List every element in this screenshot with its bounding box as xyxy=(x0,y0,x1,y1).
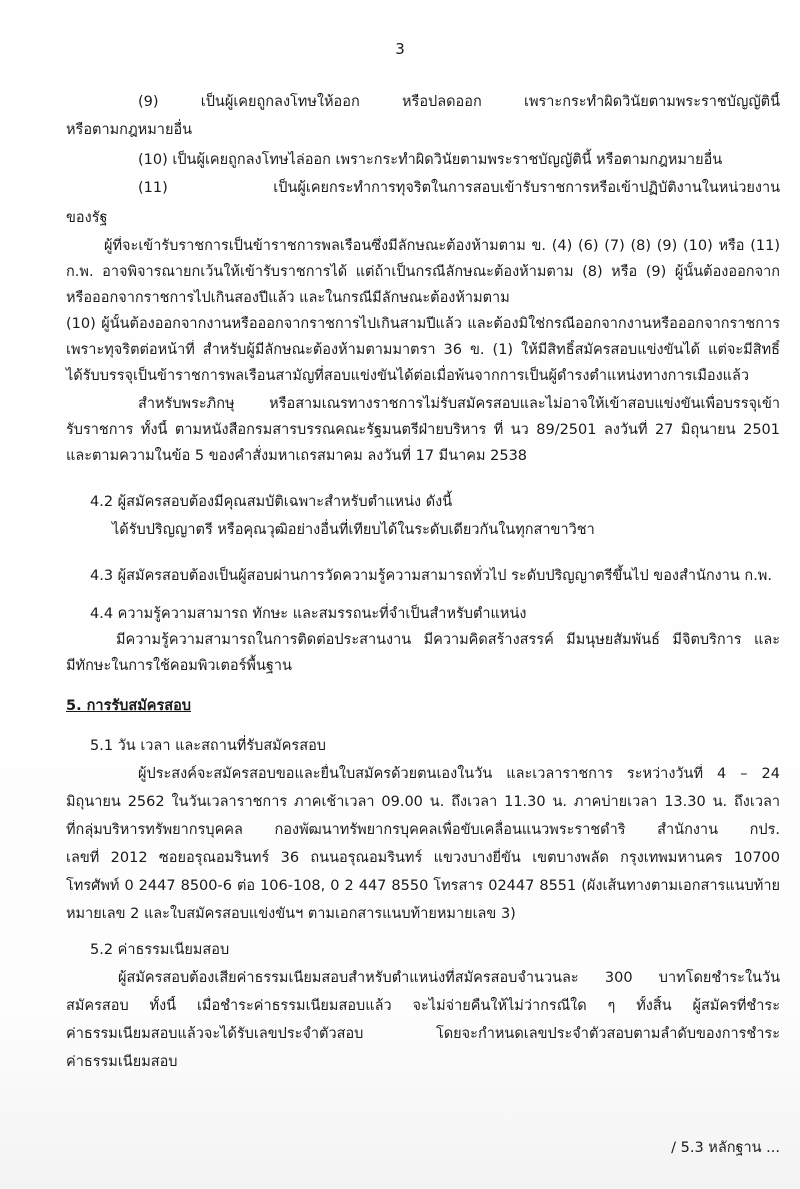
section-4-2: 4.2 ผู้สมัครสอบต้องมีคุณสมบัติเฉพาะสำหรับตำแหน่ง ดังนี้ xyxy=(90,494,453,510)
para-11-line2: ของรัฐ xyxy=(66,210,108,226)
section-4-4-detail1: มีความรู้ความสามารถในการติดต่อประสานงาน มีความคิดสร้างสรรค์ มีมนุษยสัมพันธ์ มีจิตบริการ และ xyxy=(116,632,780,648)
exemption-line4: (10) ผู้นั้นต้องออกจากงานหรือออกจากราชการไปเกินสามปีแล้ว และต้องมิใช่กรณีออกจากงานหรือออกจากราชการ xyxy=(66,316,780,332)
exemption-line1: ผู้ที่จะเข้ารับราชการเป็นข้าราชการพลเรือนซึ่งมีลักษณะต้องห้ามตาม ข. (4) (6) (7) (8) (9) (10) หรือ (11) xyxy=(104,238,780,254)
section-5-1-line3: ที่กลุ่มบริหารทรัพยากรบุคคล กองพัฒนาทรัพยากรบุคคลเพื่อขับเคลื่อนแนวพระราชดำริ สำนักงาน กปร. xyxy=(66,822,780,838)
exemption-line2: ก.พ. อาจพิจารณายกเว้นให้เข้ารับราชการได้ แต่ถ้าเป็นกรณีลักษณะต้องห้ามตาม (8) หรือ (9) ผู้นั้นต้องออกจาก xyxy=(66,264,780,280)
exemption-line5: เพราะทุจริตต่อหน้าที่ สำหรับผู้มีลักษณะต้องห้ามตามมาตรา 36 ข. (1) ให้มีสิทธิ์สมัครสอบแข่งขันได้ แต่จะมีสิทธิ์ xyxy=(66,342,780,358)
section-4-4: 4.4 ความรู้ความสามารถ ทักษะ และสมรรถนะที่จำเป็นสำหรับตำแหน่ง xyxy=(90,606,527,622)
monk-line1: สำหรับพระภิกษุ หรือสามเณรทางราชการไม่รับสมัครสอบและไม่อาจให้เข้าสอบแข่งขันเพื่อบรรจุเข้า xyxy=(138,396,780,412)
section-5-2-line1: ผู้สมัครสอบต้องเสียค่าธรรมเนียมสอบสำหรับตำแหน่งที่สมัครสอบจำนวนละ 300 บาทโดยชำระในวัน xyxy=(118,970,780,986)
monk-line2: รับราชการ ทั้งนี้ ตามหนังสือกรมสารบรรณคณะรัฐมนตรีฝ่ายบริหาร ที่ นว 89/2501 ลงวันที่ 27 มิถุนายน 2501 xyxy=(66,422,780,438)
section-4-4-detail2: มีทักษะในการใช้คอมพิวเตอร์พื้นฐาน xyxy=(66,658,292,674)
section-5-1-line4: เลขที่ 2012 ซอยอรุณอมรินทร์ 36 ถนนอรุณอมรินทร์ แขวงบางยี่ขัน เขตบางพลัด กรุงเทพมหานคร 10700 xyxy=(66,850,780,866)
section-5-1-line6: หมายเลข 2 และใบสมัครสอบแข่งขันฯ ตามเอกสารแนบท้ายหมายเลข 3) xyxy=(66,906,516,922)
section-5-2: 5.2 ค่าธรรมเนียมสอบ xyxy=(90,942,230,958)
section-5-1-line5: โทรศัพท์ 0 2447 8500-6 ต่อ 106-108, 0 2 447 8550 โทรสาร 02447 8551 (ผังเส้นทางตามเอกสารแนบท้าย xyxy=(66,878,780,894)
section-4-3: 4.3 ผู้สมัครสอบต้องเป็นผู้สอบผ่านการวัดความรู้ความสามารถทั่วไป ระดับปริญญาตรีขึ้นไป ของสำนักงาน ก.พ. xyxy=(90,568,772,584)
para-9-line2: หรือตามกฎหมายอื่น xyxy=(66,122,193,138)
para-10: (10) เป็นผู้เคยถูกลงโทษไล่ออก เพราะกระทำผิดวินัยตามพระราชบัญญัตินี้ หรือตามกฎหมายอื่น xyxy=(138,152,723,168)
section-5-heading: 5. การรับสมัครสอบ xyxy=(66,698,192,714)
exemption-line3: หรือออกจากราชการไปเกินสองปีแล้ว และในกรณีมีลักษณะต้องห้ามตาม xyxy=(66,290,510,306)
continuation-footer: / 5.3 หลักฐาน ... xyxy=(671,1140,780,1156)
section-5-1-line1: ผู้ประสงค์จะสมัครสอบขอและยื่นใบสมัครด้วยตนเองในวัน และเวลาราชการ ระหว่างวันที่ 4 – 24 xyxy=(138,766,780,782)
section-4-2-detail: ได้รับปริญญาตรี หรือคุณวุฒิอย่างอื่นที่เทียบได้ในระดับเดียวกันในทุกสาขาวิชา xyxy=(112,522,595,538)
para-11-line1: (11) เป็นผู้เคยกระทำการทุจริตในการสอบเข้ารับราชการหรือเข้าปฏิบัติงานในหน่วยงาน xyxy=(138,180,780,196)
para-9-line1: (9) เป็นผู้เคยถูกลงโทษให้ออก หรือปลดออก เพราะกระทำผิดวินัยตามพระราชบัญญัตินี้ xyxy=(138,94,780,110)
page-number: 3 xyxy=(395,40,405,58)
section-5-1: 5.1 วัน เวลา และสถานที่รับสมัครสอบ xyxy=(90,738,326,754)
section-5-1-line2: มิถุนายน 2562 ในวันเวลาราชการ ภาคเช้าเวลา 09.00 น. ถึงเวลา 11.30 น. ภาคบ่ายเวลา 13.30 น. ถึงเวลา xyxy=(66,794,780,810)
monk-line3: และตามความในข้อ 5 ของคำสั่งมหาเถรสมาคม ลงวันที่ 17 มีนาคม 2538 xyxy=(66,448,528,464)
section-5-2-line4: ค่าธรรมเนียมสอบ xyxy=(66,1054,178,1070)
exemption-line6: ได้รับบรรจุเป็นข้าราชการพลเรือนสามัญที่สอบแข่งขันได้ต่อเมื่อพ้นจากการเป็นผู้ดำรงตำแหน่งทางการเมืองแล้ว xyxy=(66,368,750,384)
section-5-2-line2: สมัครสอบ ทั้งนี้ เมื่อชำระค่าธรรมเนียมสอบแล้ว จะไม่จ่ายคืนให้ไม่ว่ากรณีใด ๆ ทั้งสิ้น ผู้สมัครที่ชำระ xyxy=(66,998,780,1014)
section-5-2-line3: ค่าธรรมเนียมสอบแล้วจะได้รับเลขประจำตัวสอบ โดยจะกำหนดเลขประจำตัวสอบตามลำดับของการชำระ xyxy=(66,1026,780,1042)
